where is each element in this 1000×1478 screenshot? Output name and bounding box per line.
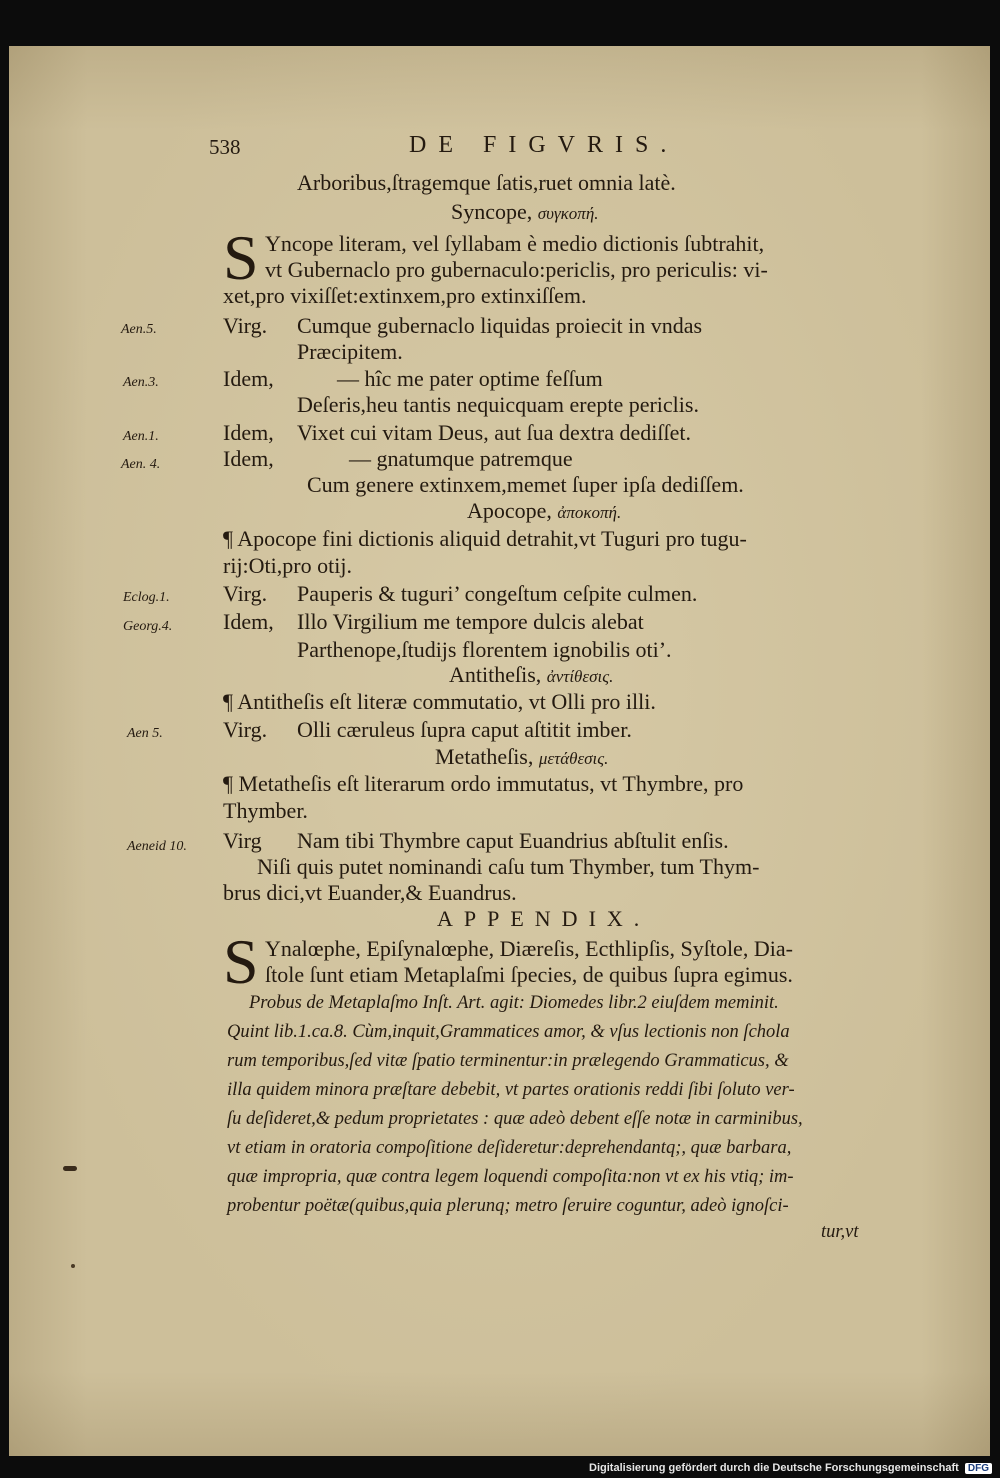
note-line: rum temporibus,ſed vitæ ſpatio terminentur:in prælegendo Grammaticus, & [227,1051,789,1071]
note-line: vt etiam in oratoria compoſitione deſideretur:deprehendantq;, quæ barbara, [227,1138,792,1158]
quote-line: Cum genere extinxem,memet ſuper ipſa dediſſem. [307,472,744,497]
margin-citation: Aen.1. [123,429,159,444]
speaker-label: Virg. [223,581,268,606]
paragraph-line: vt Gubernaclo pro gubernaculo:periclis, pro periculis: vi- [265,257,768,282]
speaker-label: Idem, [223,366,274,391]
heading-greek: συγκοπή. [537,204,599,223]
quote-line: Parthenope,ſtudijs florentem ignobilis oti’. [297,637,672,662]
heading-latin: Apocope, [467,498,552,523]
paragraph-line: Yncope literam, vel ſyllabam è medio dictionis ſubtrahit, [265,231,765,256]
heading-greek: μετάθεσις. [538,749,609,768]
ink-mark [63,1166,77,1171]
heading-greek: ἀντίθεσις. [546,667,614,686]
quote-line: Cumque gubernaclo liquidas proiecit in vndas [297,313,703,338]
paragraph-line: Thymber. [223,798,308,823]
margin-citation: Aen.5. [121,322,157,337]
note-line: probentur poëtæ(quibus,quia plerunq; metro ſeruire coguntur, adeò ignoſci- [227,1196,789,1216]
quote-line: — gnatumque patremque [349,446,573,471]
speaker-label: Virg. [223,313,268,338]
heading-greek: ἀποκοπή. [557,503,622,522]
appendix-heading: APPENDIX. [437,906,651,931]
quote-line: Illo Virgilium me tempore dulcis alebat [297,609,644,634]
note-line: ſu deſideret,& pedum proprietates : quæ adeò debent eſſe notæ in carminibus, [227,1109,803,1129]
margin-citation: Eclog.1. [123,590,170,605]
paragraph-line: brus dici,vt Euander,& Euandrus. [223,880,517,905]
speaker-label: Idem, [223,609,274,634]
paragraph-line: ¶ Apocope fini dictionis aliquid detrahit,vt Tuguri pro tugu- [223,526,747,551]
drop-cap: S [223,222,259,293]
ink-mark [71,1264,75,1268]
heading-latin: Syncope, [451,199,533,224]
paragraph-line: Ynalœphe, Epiſynalœphe, Diæreſis, Ecthlipſis, Syſtole, Dia- [265,936,793,961]
page-number: 538 [209,135,241,159]
paragraph-line: ¶ Antitheſis eſt literæ commutatio, vt Olli pro illi. [223,689,656,714]
note-line: quæ impropria, quæ contra legem loquendi compoſita:non vt ex his vtiq; im- [227,1167,794,1187]
digitization-footer [589,1462,992,1474]
section-heading-apocope [467,498,621,526]
note-line: illa quidem minora præſtare debebit, vt partes orationis reddi ſibi ſoluto ver- [227,1080,795,1100]
speaker-label: Virg. [223,717,268,742]
quote-line: Deſeris,heu tantis nequicquam erepte periclis. [297,392,699,417]
quote-line: Olli cæruleus ſupra caput aſtitit imber. [297,717,632,742]
section-heading-metathesis [435,744,608,772]
quote-line: Vixet cui vitam Deus, aut ſua dextra dediſſet. [297,420,691,445]
quote-line: Nam tibi Thymbre caput Euandrius abſtulit enſis. [297,828,729,853]
running-title: DE FIGVRIS. [409,132,679,158]
margin-citation: Aen 5. [127,726,163,741]
paragraph-line: ¶ Metatheſis eſt literarum ordo immutatus, vt Thymbre, pro [223,771,744,796]
section-heading-antithesis [449,662,613,690]
margin-citation: Georg.4. [123,619,173,634]
speaker-label: Idem, [223,420,274,445]
book-page [9,46,990,1456]
note-line: Quint lib.1.ca.8. Cùm,inquit,Grammatices amor, & vſus lectionis non ſchola [227,1022,790,1042]
section-heading-syncope [451,199,599,227]
quote-line: — hîc me pater optime feſſum [337,366,603,391]
margin-citation: Aen. 4. [121,457,161,472]
paragraph-line: xet,pro vixiſſet:extinxem,pro extinxiſſem. [223,283,587,308]
drop-cap: S [223,926,259,997]
margin-citation: Aeneid 10. [127,839,187,854]
catchword: tur,vt [821,1222,859,1242]
note-line: Probus de Metaplaſmo Inſt. Art. agit: Diomedes libr.2 eiuſdem meminit. [249,993,779,1013]
verse-line: Arboribus,ſtragemque ſatis,ruet omnia latè. [297,170,676,195]
margin-citation: Aen.3. [123,375,159,390]
quote-line: Pauperis & tuguri’ congeſtum ceſpite culmen. [297,581,698,606]
paragraph-line: Niſi quis putet nominandi caſu tum Thymber, tum Thym- [257,854,760,879]
speaker-label: Virg [223,828,262,853]
footer-text: Digitalisierung gefördert durch die Deutsche Forschungsgemeinschaft [589,1462,959,1474]
speaker-label: Idem, [223,446,274,471]
paragraph-line: ſtole ſunt etiam Metaplaſmi ſpecies, de quibus ſupra egimus. [265,962,793,987]
heading-latin: Metatheſis, [435,744,534,769]
heading-latin: Antitheſis, [449,662,542,687]
quote-line: Præcipitem. [297,339,403,364]
dfg-logo: DFG [965,1463,992,1474]
paragraph-line: rij:Oti,pro otij. [223,553,352,578]
